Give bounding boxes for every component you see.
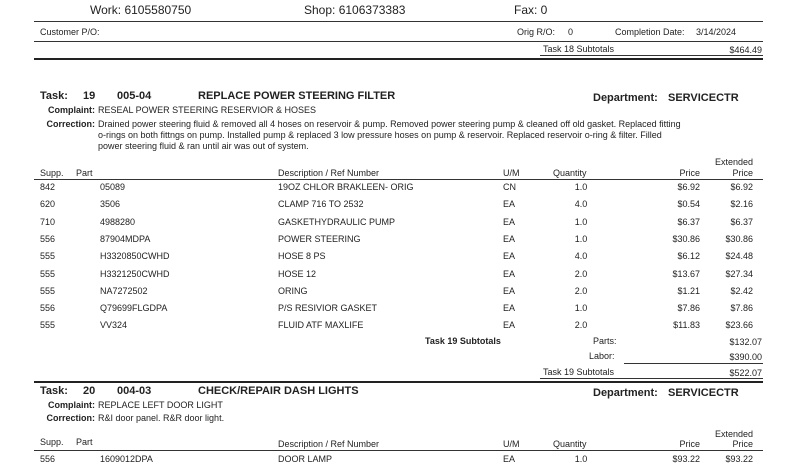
col-extended-price: Price — [732, 168, 753, 178]
cell-price: $6.12 — [677, 251, 700, 262]
cell-um: EA — [503, 454, 516, 464]
cell-desc: CLAMP 716 TO 2532 — [278, 199, 364, 210]
cell-qty: 2.0 — [574, 320, 588, 331]
cell-qty: 1.0 — [574, 303, 588, 314]
col-um: U/M — [503, 439, 520, 449]
cell-um: EA — [503, 303, 516, 314]
labor-rule — [624, 363, 763, 364]
task20-correction-label: Correction: — [46, 413, 95, 423]
col-description: Description / Ref Number — [278, 168, 380, 178]
cell-desc: POWER STEERING — [278, 233, 361, 244]
cell-supp: 842 — [40, 182, 56, 192]
task19-subtotal-label: Task 19 Subtotals — [543, 367, 615, 377]
col-part: Part — [76, 168, 93, 178]
col-quantity: Quantity — [553, 168, 587, 178]
completion-date-label: Completion Date: — [615, 27, 685, 37]
task19-correction-line: power steering fluid & ran until air was out of system. — [98, 141, 309, 151]
table-row — [0, 303, 798, 319]
cell-part: 3506 — [100, 199, 121, 210]
col-quantity: Quantity — [553, 439, 587, 449]
work-phone: Work: 6105580750 — [90, 3, 192, 17]
table-row — [0, 286, 798, 302]
cell-part: H3321250CWHD — [100, 268, 170, 279]
cell-ext: $6.37 — [730, 216, 753, 227]
cell-desc: DOOR LAMP — [278, 454, 333, 464]
cell-supp: 620 — [40, 199, 56, 210]
task19-header-rule — [34, 179, 763, 180]
cell-ext: $6.92 — [730, 182, 753, 192]
cell-desc: ORING — [278, 285, 308, 296]
task20-complaint: REPLACE LEFT DOOR LIGHT — [98, 400, 223, 410]
labor-label: Labor: — [589, 351, 615, 361]
section-rule — [34, 58, 763, 60]
col-part: Part — [76, 437, 93, 447]
cell-desc: P/S RESIVIOR GASKET — [278, 303, 378, 314]
cell-price: $0.54 — [677, 199, 700, 210]
cell-part: NA7272502 — [100, 285, 148, 296]
task20-title: CHECK/REPAIR DASH LIGHTS — [198, 385, 359, 397]
cell-supp: 555 — [40, 268, 56, 279]
cell-ext: $7.86 — [730, 303, 753, 314]
cell-part: 87904MDPA — [100, 233, 151, 244]
cell-um: EA — [503, 268, 516, 279]
table-row — [0, 217, 798, 233]
cell-qty: 1.0 — [574, 233, 588, 244]
customer-po-label: Customer P/O: — [40, 27, 100, 37]
table-row — [0, 320, 798, 336]
task19-correction-line: o-rings on both fittngs on pump. Installed pump & replaced 3 low pressure hoses on pump & reservoir. Replaced reservoir o-ring & filter. Filled — [98, 130, 662, 140]
task20-label: Task: — [40, 385, 68, 397]
col-supp: Supp. — [40, 437, 64, 447]
cell-ext: $93.22 — [725, 454, 753, 464]
cell-um: EA — [503, 285, 516, 296]
task19-subtotal-rule — [540, 378, 763, 379]
task20-department-value: SERVICECTR — [668, 387, 739, 399]
task20-department-label: Department: — [593, 387, 658, 399]
cell-qty: 1.0 — [574, 216, 588, 227]
task19-correction-line: Drained power steering fluid & removed all 4 hoses on reservoir & pump. Removed power steering pump & cleaned off old gasket. Replaced fitting — [98, 119, 681, 129]
cell-desc: HOSE 12 — [278, 268, 317, 279]
col-description: Description / Ref Number — [278, 439, 380, 449]
cell-price: $13.67 — [672, 268, 700, 279]
task19-correction-label: Correction: — [46, 119, 95, 129]
task19-code: 005-04 — [117, 90, 152, 102]
task19-complaint-label: Complaint: — [48, 105, 95, 115]
cell-supp: 555 — [40, 320, 56, 331]
cell-part: 05089 — [100, 182, 126, 192]
cell-price: $6.92 — [677, 182, 700, 192]
cell-um: CN — [503, 182, 516, 192]
cell-part: 4988280 — [100, 216, 136, 227]
cell-qty: 1.0 — [574, 454, 588, 464]
cell-part: 1609012DPA — [100, 454, 153, 464]
section-rule — [34, 381, 763, 383]
cell-part: H3320850CWHD — [100, 251, 170, 262]
cell-supp: 555 — [40, 251, 56, 262]
task19-subtotals-heading: Task 19 Subtotals — [425, 336, 501, 346]
task20-complaint-label: Complaint: — [48, 400, 95, 410]
task19-label: Task: — [40, 90, 68, 102]
task19-subtotal-value: $522.07 — [729, 368, 762, 378]
task19-title: REPLACE POWER STEERING FILTER — [198, 90, 396, 102]
header-rule — [34, 21, 763, 22]
cell-um: EA — [503, 320, 516, 331]
cell-desc: 19OZ CHLOR BRAKLEEN- ORIG — [278, 182, 414, 192]
col-um: U/M — [503, 168, 520, 178]
cell-ext: $27.34 — [725, 268, 753, 279]
cell-price: $30.86 — [672, 233, 700, 244]
cell-supp: 556 — [40, 233, 56, 244]
table-row — [0, 199, 798, 215]
cell-ext: $30.86 — [725, 233, 753, 244]
table-row — [0, 234, 798, 250]
cell-supp: 555 — [40, 285, 56, 296]
task20-number: 20 — [83, 385, 96, 397]
cell-um: EA — [503, 251, 516, 262]
task19-number: 19 — [83, 90, 96, 102]
cell-supp: 710 — [40, 216, 56, 227]
cell-supp: 556 — [40, 454, 56, 464]
col-extended: Extended — [714, 157, 753, 167]
cell-um: EA — [503, 233, 516, 244]
cell-price: $11.83 — [673, 320, 700, 331]
parts-value: $132.07 — [729, 337, 762, 347]
cell-part: VV324 — [100, 320, 128, 331]
cell-um: EA — [503, 199, 516, 210]
cell-ext: $2.16 — [730, 199, 753, 210]
cell-price: $1.21 — [677, 285, 700, 296]
cell-qty: 4.0 — [574, 199, 588, 210]
cell-supp: 556 — [40, 303, 56, 314]
orig-ro-label: Orig R/O: — [517, 27, 556, 37]
task19-department-value: SERVICECTR — [668, 92, 739, 104]
fax-number: Fax: 0 — [514, 3, 548, 17]
completion-date-value: 3/14/2024 — [696, 27, 737, 37]
cell-price: $93.22 — [672, 454, 700, 464]
cell-ext: $2.42 — [730, 285, 753, 296]
cell-ext: $23.66 — [725, 320, 753, 331]
task19-department-label: Department: — [593, 92, 658, 104]
cell-part: Q79699FLGDPA — [100, 303, 168, 314]
task18-subtotal-value: $464.49 — [729, 45, 762, 55]
table-row — [0, 182, 798, 198]
task18-subtotal-rule — [540, 55, 763, 56]
col-price: Price — [679, 439, 700, 449]
task20-code: 004-03 — [117, 385, 152, 397]
cell-qty: 2.0 — [574, 268, 588, 279]
cell-desc: FLUID ATF MAXLIFE — [278, 320, 364, 331]
col-price: Price — [679, 168, 700, 178]
col-extended-price: Price — [732, 439, 753, 449]
cell-desc: GASKETHYDRAULIC PUMP — [278, 216, 396, 227]
table-row — [0, 269, 798, 285]
po-row-rule — [34, 41, 763, 42]
labor-value: $390.00 — [729, 352, 762, 362]
shop-phone: Shop: 6106373383 — [304, 3, 406, 17]
col-extended: Extended — [714, 429, 753, 439]
task19-complaint: RESEAL POWER STEERING RESERVIOR & HOSES — [98, 105, 317, 115]
task18-subtotal-label: Task 18 Subtotals — [543, 44, 615, 54]
cell-price: $7.86 — [677, 303, 700, 314]
cell-price: $6.37 — [677, 216, 700, 227]
table-row — [0, 251, 798, 267]
table-row — [0, 454, 798, 470]
task20-header-rule — [34, 450, 763, 451]
cell-qty: 4.0 — [574, 251, 588, 262]
cell-um: EA — [503, 216, 516, 227]
cell-qty: 2.0 — [574, 285, 588, 296]
task20-correction: R&I door panel. R&R door light. — [98, 413, 225, 423]
cell-desc: HOSE 8 PS — [278, 251, 326, 262]
col-supp: Supp. — [40, 168, 64, 178]
cell-ext: $24.48 — [725, 251, 753, 262]
parts-label: Parts: — [593, 336, 617, 346]
orig-ro-value: 0 — [568, 27, 574, 37]
cell-qty: 1.0 — [574, 182, 588, 192]
